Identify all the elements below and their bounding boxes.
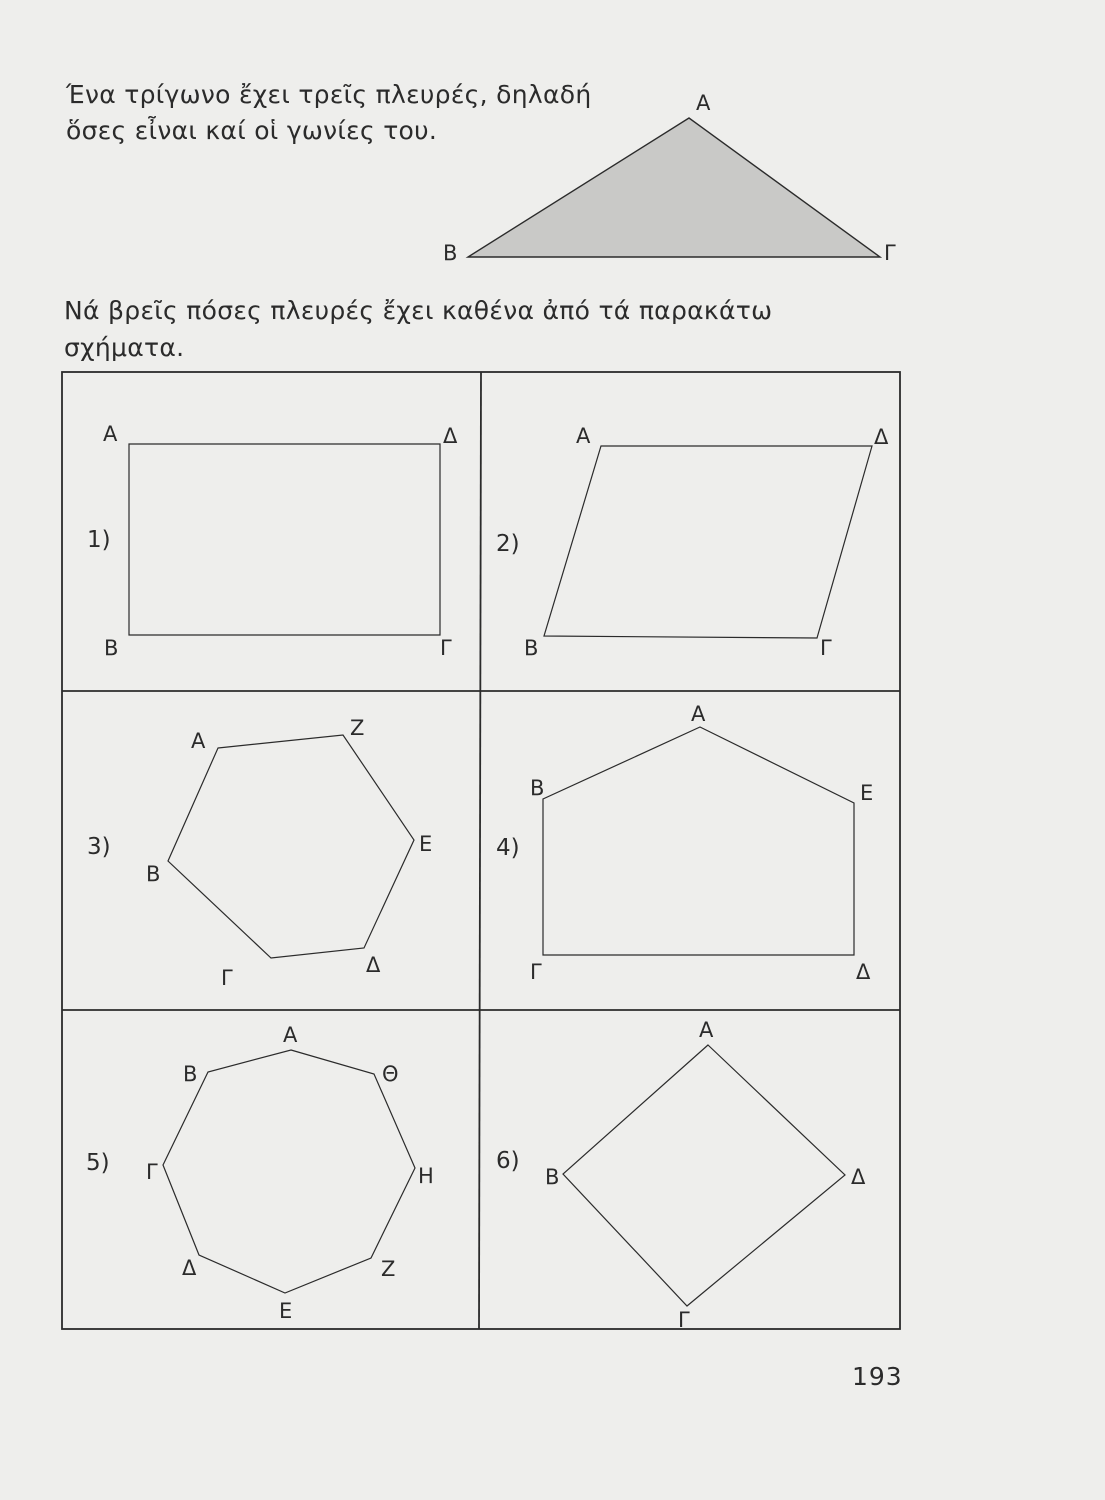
shape-6-label-g: Γ <box>678 1308 690 1332</box>
shape-6-number: 6) <box>496 1148 520 1174</box>
shape-4 <box>496 702 873 984</box>
shape-3-label-d: Δ <box>366 953 381 977</box>
shape-3-label-b: Β <box>146 862 161 886</box>
shape-4-label-a: Α <box>691 702 706 726</box>
pentagon-outline <box>543 727 854 955</box>
parallelogram-outline <box>544 446 872 638</box>
shape-3 <box>87 716 432 990</box>
grid-lines <box>62 372 900 1329</box>
shape-1 <box>87 422 458 660</box>
shape-5-label-h: Η <box>418 1164 434 1188</box>
shape-1-label-b: Β <box>104 636 119 660</box>
shape-5 <box>86 1023 434 1323</box>
shape-4-label-g: Γ <box>530 960 542 984</box>
page-number: 193 <box>852 1362 903 1391</box>
rectangle-outline <box>129 444 440 635</box>
shape-6-label-a: Α <box>699 1018 714 1042</box>
shape-6 <box>496 1018 866 1332</box>
triangle-label-a: Α <box>696 91 711 115</box>
shape-2-label-a: Α <box>576 424 591 448</box>
shape-5-label-th: Θ <box>382 1062 399 1086</box>
shape-4-number: 4) <box>496 835 520 861</box>
shape-1-number: 1) <box>87 527 111 553</box>
shape-1-label-d: Δ <box>443 424 458 448</box>
triangle-label-g: Γ <box>884 241 896 265</box>
shape-5-label-d: Δ <box>182 1256 197 1280</box>
shape-2 <box>496 424 889 660</box>
shape-1-label-a: Α <box>103 422 118 446</box>
shape-6-label-b: Β <box>545 1165 560 1189</box>
shape-3-label-a: Α <box>191 729 206 753</box>
square-outline <box>563 1045 845 1306</box>
question-line-2: σχήματα. <box>64 333 185 362</box>
shape-5-number: 5) <box>86 1150 110 1176</box>
shape-5-label-e: Ε <box>279 1299 293 1323</box>
octagon-outline <box>163 1050 415 1293</box>
shape-2-number: 2) <box>496 531 520 557</box>
shape-3-label-g: Γ <box>221 966 233 990</box>
shape-2-label-b: Β <box>524 636 539 660</box>
shape-5-label-z: Ζ <box>381 1257 396 1281</box>
shape-5-label-a: Α <box>283 1023 298 1047</box>
shape-3-label-z: Ζ <box>350 716 365 740</box>
shape-5-label-b: Β <box>183 1062 198 1086</box>
shape-4-label-e: Ε <box>860 781 874 805</box>
hexagon-outline <box>168 735 414 958</box>
shape-2-label-g: Γ <box>820 636 832 660</box>
shape-6-label-d: Δ <box>851 1165 866 1189</box>
intro-line-1: Ένα τρίγωνο ἔχει τρεῖς πλευρές, δηλαδή <box>66 80 592 109</box>
shape-1-label-g: Γ <box>440 636 452 660</box>
shape-2-label-d: Δ <box>874 425 889 449</box>
shape-5-label-g: Γ <box>146 1160 158 1184</box>
shape-3-label-e: Ε <box>419 832 433 856</box>
shape-3-number: 3) <box>87 834 111 860</box>
shape-4-label-d: Δ <box>856 960 871 984</box>
question-line-1: Νά βρεῖς πόσες πλευρές ἔχει καθένα ἀπό τά παρακάτω <box>64 296 773 325</box>
shape-4-label-b: Β <box>530 776 545 800</box>
intro-line-2: ὅσες εἶναι καί οἱ γωνίες του. <box>66 116 438 145</box>
triangle-label-b: Β <box>443 241 458 265</box>
